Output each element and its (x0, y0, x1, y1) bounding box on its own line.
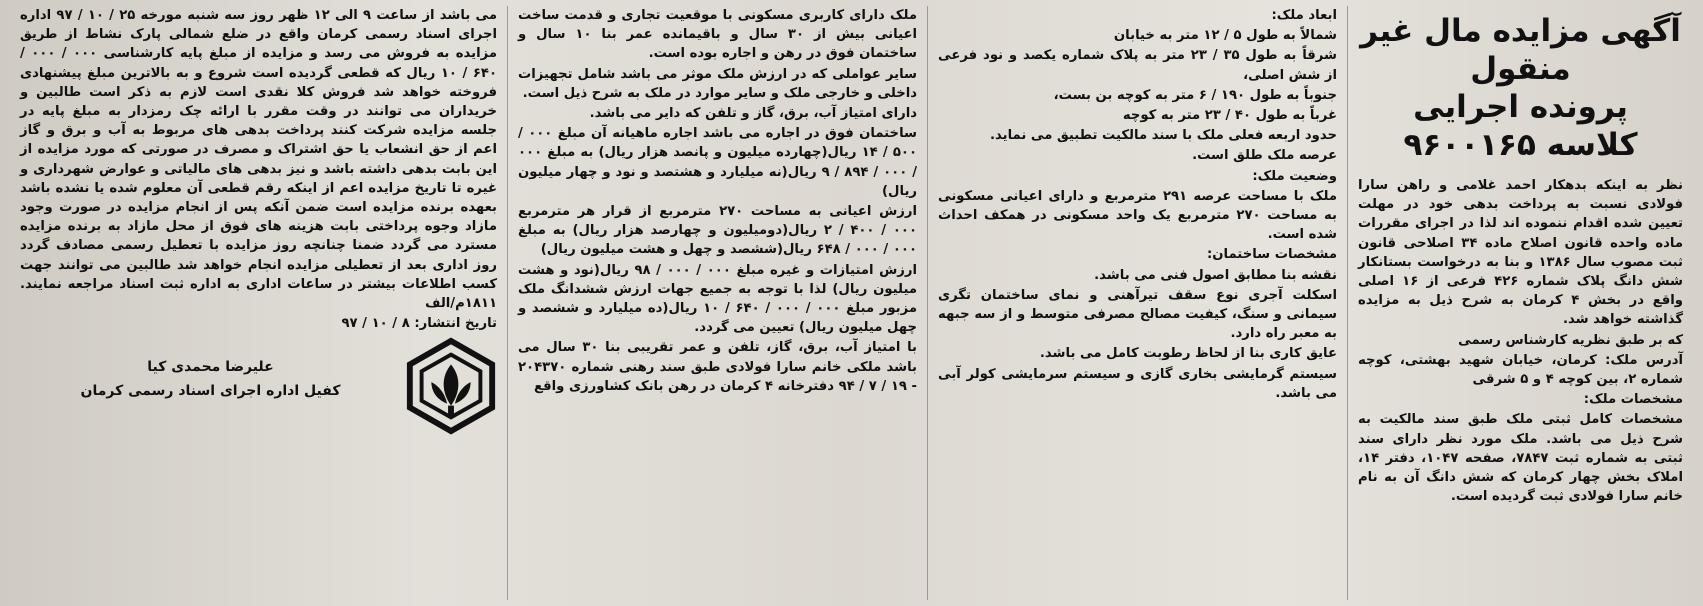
boundary-east: شرقاً به طول ۳۵ / ۲۳ متر به پلاک شماره یکصد و نود فرعی از شش اصلی، (938, 48, 1337, 83)
building-plan: نقشه بنا مطابق اصول فنی می باشد. (1094, 267, 1337, 283)
property-status: ملک با مساحت عرصه ۲۹۱ مترمربع و دارای اعیانی مسکونی به مساحت ۲۷۰ مترمربع یک واحد مسکونی در همکف احداث شده است. (938, 188, 1337, 243)
rent-paragraph: ساختمان فوق در اجاره می باشد اجاره ماهیانه آن مبلغ ۰۰۰ / ۵۰۰ / ۱۴ ریال(چهارده میلیون و پانصد هزار ریال) به مبلغ ۰۰۰ / ۰۰۰ / ۸۹۴ / ۹ ریال(نه میلیارد و هشتصد و نود و چهار میلیون ریال) (518, 126, 918, 199)
mortgage-paragraph: با امتیاز آب، برق، گاز، تلفن و عمر تقریبی بنا ۳۰ سال می باشد ملکی خانم سارا فولادی طبق سند رهنی شماره ۲۰۴۳۷۰ - ۱۹ / ۷ / ۹۴ دفترخانه ۴ کرمان در رهن بانک کشاورزی واقع (518, 340, 917, 394)
boundary-north: شمالاً به طول ۵ / ۱۲ متر به خیابان (1113, 28, 1337, 44)
dimensions-heading: ابعاد ملک: (1271, 8, 1337, 23)
intro-paragraph: نظر به اینکه بدهکار احمد غلامی و راهن سارا فولادی نسبت به پرداخت بدهی خود در مهلت تعیین شده اقدام ننموده اند لذا در اجرای مقررات ماده واحده قانون اصلاح ماده ۳۴ اصلاحی قانون ثبت مصوب سال ۱۳۸۶ و بنا به درخواست بستانکار شش دانگ پلاک شماره ۴۲۶ فرعی از ۱۶ اصلی واقع در بخش ۴ کرمان به شرح ذیل به مزایده گذاشته خواهد شد. (1358, 178, 1683, 328)
building-heating: سیستم گرمایشی بخاری گازی و سیستم سرمایشی کولر آبی می باشد. (938, 366, 1337, 401)
property-address: آدرس ملک: کرمان، خیابان شهید بهشتی، کوچه شماره ۲، بین کوچه ۴ و ۵ شرقی (1358, 352, 1683, 388)
title-line: کلاسه ۹۶۰۰۱۶۵ (1403, 127, 1638, 163)
signature-text (20, 337, 401, 403)
total-value: ارزش امتیازات و غیره مبلغ ۰۰۰ / ۰۰۰ / ۹۸ ریال(نود و هشت میلیون ریال) لذا با توجه به جمیع جهات ارزش ششدانگ ملک مزبور مبلغ ۰۰۰ / ۰۰۰ / ۶۴۰ / ۱۰ ریال(ده میلیارد و ششصد و چهل میلیون ریال) تعیین می گردد. (518, 262, 918, 336)
utilities: دارای امتیاز آب، برق، گاز و تلفن که دایر می باشد. (589, 106, 917, 122)
expert-opinion-line: که بر طبق نظریه کارشناس رسمی (1458, 332, 1683, 348)
building-structure: اسکلت آجری نوع سقف تیرآهنی و نمای ساختمان تگری سیمانی و سنگ، کیفیت مصالح مصرفی متوسط و از سه جبهه به معبر راه دارد. (938, 287, 1337, 342)
building-insulation: عایق کاری بنا از لحاظ رطوبت کامل می باشد. (1039, 346, 1337, 362)
registration-details: مشخصات کامل ثبتی ملک طبق سند مالکیت به شرح ذیل می باشد. ملک مورد نظر دارای سند ثبتی به شماره ثبت ۷۸۴۷، صفحه ۱۰۴۷، دفتر ۱۴، املاک بخش چهار کرمان که شش دانگ آن به نام خانم سارا فولادی ثبت گردیده است. (1358, 412, 1683, 505)
auction-terms: می باشد از ساعت ۹ الی ۱۲ ظهر روز سه شنبه مورخه ۲۵ / ۱۰ / ۹۷ اداره اجرای اسناد رسمی کرمان واقع در ضلع شمالی پارک نشاط از طریق مزایده به فروش می رسد و مزایده از مبلغ پایه کارشناسی ۰۰۰ / ۰۰۰ / ۶۴۰ / ۱۰ ریال که قطعی گردیده است شروع و به بالاترین مبلغ پیشنهادی فروخته خواهد شد فروش کلا نقدی است لازم به ذکر است طالبین و خریداران می توانند در وقت مقرر با ارائه چک رمزدار به مبلغ پایه در جلسه مزایده شرکت کنند پرداخت بدهی های مربوط به آب و برق و گاز اعم از حق انشعاب یا حق اشتراک و مصرف در صورتی که مورد مزایده از این بابت بدهی داشته باشد و نیز بدهی های مالیاتی و عوارض شهرداری و غیره تا تاریخ مزایده اعم از اینکه رقم قطعی آن معلوم شده یا نشده باشد بعهده برنده مزایده است ضمن آنکه پس از انجام مزایده در صورت وجود مازاد وجوه پرداختی بابت هزینه های فوق از محل مازاد به برنده مزایده مسترد می گردد ضمنا چنانچه روز مزایده با تعطیل رسمی مصادف گردد روز اداری بعد از تعطیلی مزایده انجام خواهد شد طالبین می توانند جهت کسب اطلاعات بیشتر در ساعات اداری به اداره ثبت اسناد مراجعه نمایند. ۱۸۱۱م/الف (20, 8, 498, 312)
signature-block (20, 337, 497, 435)
notice-column-valuation (508, 6, 928, 600)
notice-column-dimensions (928, 6, 1348, 600)
title-line: آگهی مزایده مال غیر منقول (1360, 13, 1681, 87)
usage-paragraph: ملک دارای کاربری مسکونی با موقعیت تجاری و قدمت ساخت اعیانی بیش از ۳۰ سال و باقیمانده عمر بنا ۱۰ سال و ساختمان فوق در رهن و اجاره بوده است. (518, 8, 918, 62)
signatory-name: علیرضا محمدی کیا (147, 359, 274, 376)
boundary-match: حدود اربعه فعلی ملک با سند مالکیت تطبیق می نماید. (989, 128, 1337, 144)
signatory-role: کفیل اداره اجرای اسناد رسمی کرمان (80, 383, 341, 400)
building-value: ارزش اعیانی به مساحت ۲۷۰ مترمربع از قرار هر مترمربع ۰۰۰ / ۴۰۰ / ۲ ریال(دومیلیون و چهارصد هزار ریال) به مبلغ ۰۰۰ / ۰۰۰ / ۶۴۸ ریال(ششصد و چهل و هشت میلیون ریال) (518, 204, 918, 258)
registry-emblem-icon (401, 337, 501, 435)
building-specs-heading: مشخصات ساختمان: (1206, 247, 1337, 263)
title-line: پرونده اجرایی (1413, 89, 1628, 125)
publication-date: تاریخ انتشار: ۸ / ۱۰ / ۹۷ (341, 316, 497, 332)
notice-column-auction (10, 6, 508, 600)
land-status: عرصه ملک طلق است. (1192, 148, 1337, 164)
boundary-west: غرباً به طول ۴۰ / ۲۳ متر به کوچه (1122, 108, 1337, 124)
boundary-south: جنوباً به طول ۱۹۰ / ۶ متر به کوچه بن بست، (1053, 87, 1337, 103)
notice-column-intro (1348, 6, 1693, 600)
other-factors: سایر عواملی که در ارزش ملک موثر می باشد شامل تجهیزات داخلی و خارجی ملک و سایر موارد در ملک به شرح ذیل است. (518, 66, 917, 101)
notice-title (1358, 12, 1683, 164)
property-status-heading: وضعیت ملک: (1252, 168, 1337, 184)
property-specs-heading: مشخصات ملک: (1583, 392, 1683, 408)
